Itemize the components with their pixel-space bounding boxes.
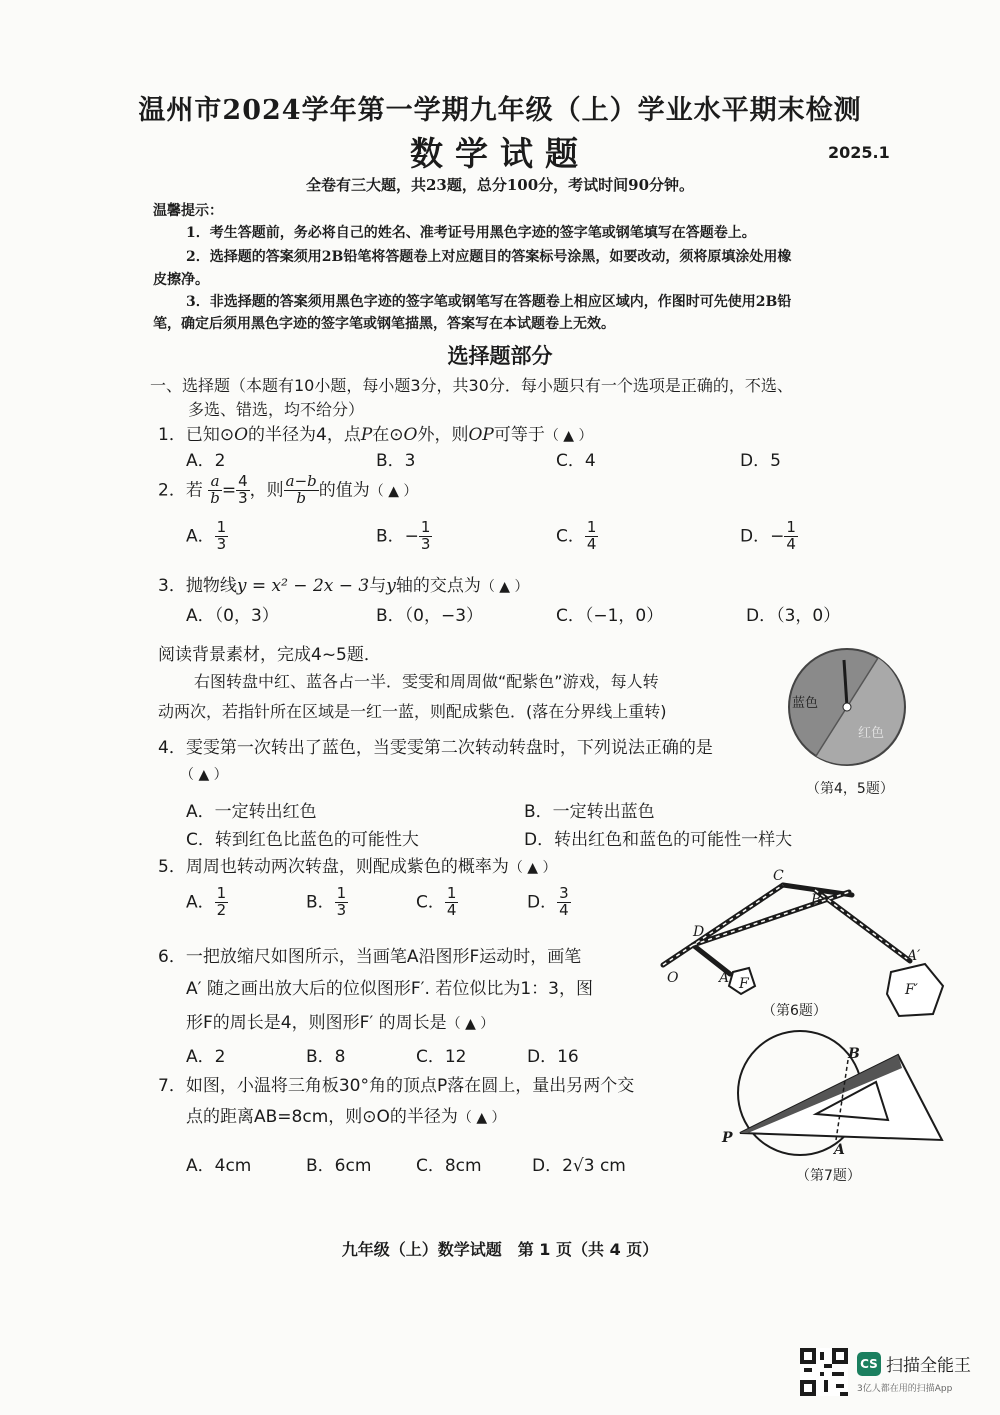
q3-text-b: 与	[369, 576, 387, 596]
q2-option-b	[376, 520, 432, 553]
q2-frac-ab	[208, 474, 222, 507]
label-c: C	[773, 868, 784, 884]
tips-label: 温馨提示：	[153, 203, 223, 219]
q5-option-c	[416, 886, 458, 919]
q6-option-c: C．12	[416, 1047, 467, 1067]
spinner-blue-label: 蓝色	[792, 696, 819, 711]
label-b: B	[811, 892, 822, 908]
q5-option-c-frac	[445, 886, 459, 919]
tip-2-line1: 2．选择题的答案须用2B铅笔将答题卷上对应题目的答案标号涂黑，如要改动，须将原填涂处用橡	[186, 249, 792, 265]
q2-option-c-frac	[585, 520, 599, 553]
q7-option-b: B．6cm	[306, 1156, 372, 1176]
q2-option-c-label: C．	[556, 526, 585, 547]
q2-frac-amb	[284, 474, 319, 507]
answer-blank: （ ▲ ）	[180, 767, 228, 783]
set-square	[740, 1055, 942, 1140]
q1-option-b: B．3	[376, 451, 416, 471]
question-6-line3	[186, 1008, 494, 1033]
q1-var-op: OP	[468, 425, 494, 445]
q5-option-a-den: 2	[216, 900, 227, 919]
q2-frac-amb-den: b	[296, 488, 306, 507]
subject-title: 数学试题	[410, 134, 590, 173]
q2-option-d-frac	[784, 520, 798, 553]
qr-code-icon	[800, 1348, 848, 1396]
q3-option-d: D．（3，0）	[746, 606, 841, 626]
q2-frac-amb-num: a−b	[285, 472, 317, 490]
q2-equals: =	[221, 480, 237, 501]
q2-frac-ab-den: b	[210, 488, 220, 507]
label-a-prime: A′	[907, 948, 921, 964]
q2-option-b-frac	[419, 520, 433, 553]
label-f: F	[739, 976, 749, 992]
answer-blank: （ ▲ ）	[369, 483, 418, 500]
label-a: A	[834, 1142, 845, 1158]
q5-option-a	[186, 886, 228, 919]
q3-expression: y = x² − 2x − 3	[236, 576, 370, 596]
label-p: P	[722, 1130, 733, 1146]
q7-option-d: D．2√3 cm	[532, 1156, 626, 1176]
q6-option-d: D．16	[527, 1047, 579, 1067]
label-d: D	[693, 924, 705, 940]
q5-option-b-den: 3	[336, 900, 347, 919]
tip-3-line2: 笔，确定后须用黑色字迹的签字笔或钢笔描黑，答案写在本试题卷上无效。	[153, 316, 615, 332]
q2-frac-ab-num: a	[208, 474, 222, 491]
q5-option-d-num: 3	[559, 884, 569, 902]
q5-option-d-frac	[557, 886, 571, 919]
q1-text-e: 可等于	[493, 425, 545, 445]
q2-option-d	[740, 520, 798, 553]
q1-option-c: C．4	[556, 451, 596, 471]
question-7-line1: 7．如图，小温将三角板30°角的顶点P落在圆上，量出另两个交	[158, 1076, 635, 1096]
q2-option-c	[556, 520, 598, 553]
spinner-pivot	[843, 703, 851, 711]
q6-text: 形F的周长是4，则图形F′ 的周长是	[186, 1013, 447, 1033]
tip-2-line2: 皮擦净。	[153, 272, 209, 288]
q7-text: 点的距离AB=8cm，则⊙O的半径为	[186, 1107, 458, 1127]
answer-blank: （ ▲ ）	[480, 579, 529, 595]
q5-option-c-label: C．	[416, 892, 445, 913]
q2-option-a-frac	[215, 520, 229, 553]
q2-option-c-den: 4	[586, 534, 597, 553]
q2-option-b-den: 3	[420, 534, 431, 553]
q4-option-c: C．转到红色比蓝色的可能性大	[186, 830, 419, 850]
figure-7-caption: （第7题）	[796, 1168, 861, 1184]
q5-option-a-frac	[215, 886, 229, 919]
q5-option-a-label: A．	[186, 892, 215, 913]
q2-option-c-num: 1	[586, 518, 597, 536]
section-heading: 选择题部分	[447, 344, 553, 368]
answer-blank: （ ▲ ）	[457, 1110, 506, 1126]
reading-para-line1: 右图转盘中红、蓝各占一半．雯雯和周周做“配紫色”游戏，每人转	[194, 672, 659, 691]
label-o: O	[667, 970, 679, 986]
q6-option-b: B．8	[306, 1047, 346, 1067]
q1-text-d: 外，则	[417, 425, 469, 445]
figure-6-caption: （第6题）	[762, 1003, 827, 1019]
q5-option-a-num: 1	[216, 884, 227, 902]
q3-option-a: A．（0，3）	[186, 606, 279, 626]
q1-var-o-2: O	[403, 425, 418, 445]
q7-option-a: A．4cm	[186, 1156, 252, 1176]
q2-option-a-num: 1	[216, 518, 227, 536]
q2-text-c: 的值为	[318, 480, 370, 501]
tip-3-line1: 3．非选择题的答案须用黑色字迹的签字笔或钢笔写在答题卷上相应区域内，作图时可先使用2B铅	[186, 294, 792, 310]
q3-var-y: y	[386, 576, 396, 596]
q3-text-a: 3．抛物线	[158, 576, 237, 596]
q5-option-b-frac	[335, 886, 349, 919]
camscanner-name: 扫描全能王	[886, 1356, 971, 1376]
q5-option-d	[527, 886, 571, 919]
label-a: A	[719, 970, 730, 986]
figure-4-5-caption: （第4，5题）	[806, 781, 894, 797]
q5-option-c-den: 4	[446, 900, 457, 919]
q2-option-d-num: 1	[786, 518, 796, 536]
section-intro-line1: 一、选择题（本题有10小题，每小题3分，共30分．每小题只有一个选项是正确的，不选、	[150, 376, 793, 395]
q5-option-d-den: 4	[559, 900, 569, 919]
q2-option-b-num: 1	[420, 518, 431, 536]
question-4-stem: 4．雯雯第一次转出了蓝色，当雯雯第二次转动转盘时，下列说法正确的是	[158, 738, 713, 758]
q1-text-c: 在⊙	[372, 425, 404, 445]
q1-option-a: A．2	[186, 451, 226, 471]
q2-frac-43	[236, 474, 250, 507]
exam-date: 2025.1	[828, 143, 890, 162]
q3-text-c: 轴的交点为	[395, 576, 481, 596]
reading-para-line2: 动两次，若指针所在区域是一红一蓝，则配成紫色．(落在分界线上重转)	[158, 702, 667, 721]
q5-text: 5．周周也转动两次转盘，则配成紫色的概率为	[158, 857, 509, 877]
answer-blank: （ ▲ ）	[544, 428, 593, 444]
q1-text-a: 1．已知⊙	[158, 425, 235, 445]
spinner-red-label: 红色	[858, 726, 885, 741]
q1-var-p: P	[360, 425, 373, 445]
question-3-stem	[158, 571, 529, 596]
answer-blank: （ ▲ ）	[508, 860, 557, 876]
q5-option-c-num: 1	[446, 884, 457, 902]
q2-text-b: ，则	[249, 480, 284, 501]
q2-option-d-den: 4	[786, 534, 796, 553]
camscanner-tagline: 3亿人都在用的扫描App	[857, 1384, 953, 1394]
q5-option-b-label: B．	[306, 892, 335, 913]
q2-text-a: 2．若	[158, 480, 203, 501]
question-5-stem	[158, 852, 557, 877]
spinner-figure	[784, 644, 914, 774]
question-7-line2	[186, 1102, 506, 1127]
q4-option-a: A．一定转出红色	[186, 802, 317, 822]
q4-option-d: D．转出红色和蓝色的可能性一样大	[524, 830, 793, 850]
q2-option-a-label: A．	[186, 526, 215, 547]
q2-frac-43-num: 4	[238, 472, 248, 490]
tip-1: 1．考生答题前，务必将自己的姓名、准考证号用黑色字迹的签字笔或钢笔填写在答题卷上。	[186, 225, 756, 241]
q2-option-d-label: D．−	[740, 526, 785, 547]
exam-summary: 全卷有三大题，共23题，总分100分，考试时间90分钟。	[305, 176, 695, 194]
q5-option-d-label: D．	[527, 892, 558, 913]
q4-option-b: B．一定转出蓝色	[524, 802, 655, 822]
q2-option-a	[186, 520, 228, 553]
q2-option-a-den: 3	[216, 534, 227, 553]
q1-text-b: 的半径为4，点	[248, 425, 361, 445]
q3-option-c: C．（−1，0）	[556, 606, 664, 626]
label-f-prime: F′	[905, 982, 918, 998]
page-footer: 九年级（上）数学试题 第 1 页（共 4 页）	[341, 1240, 659, 1259]
camscanner-logo-icon: CS	[857, 1352, 881, 1376]
q5-option-b	[306, 886, 348, 919]
q6-option-a: A．2	[186, 1047, 226, 1067]
question-6-line2: A′ 随之画出放大后的位似图形F′. 若位似比为1：3，图	[186, 979, 593, 999]
answer-blank: （ ▲ ）	[446, 1016, 495, 1032]
question-2-stem	[158, 474, 417, 507]
circle-triangle-figure	[712, 1030, 952, 1165]
reading-intro: 阅读背景素材，完成4~5题．	[158, 645, 381, 665]
q5-option-b-num: 1	[336, 884, 347, 902]
section-intro-line2: 多选、错选，均不给分）	[188, 400, 365, 419]
q7-option-c: C．8cm	[416, 1156, 482, 1176]
exam-title: 温州市2024学年第一学期九年级（上）学业水平期末检测	[138, 95, 862, 126]
q2-frac-43-den: 3	[238, 488, 248, 507]
label-b: B	[848, 1046, 860, 1062]
q1-option-d: D．5	[740, 451, 781, 471]
question-1-stem	[158, 420, 593, 445]
q3-option-b: B．（0，−3）	[376, 606, 484, 626]
q1-var-o: O	[234, 425, 248, 445]
q2-option-b-label: B．−	[376, 526, 419, 547]
question-6-line1: 6．一把放缩尺如图所示，当画笔A沿图形F运动时，画笔	[158, 947, 582, 967]
